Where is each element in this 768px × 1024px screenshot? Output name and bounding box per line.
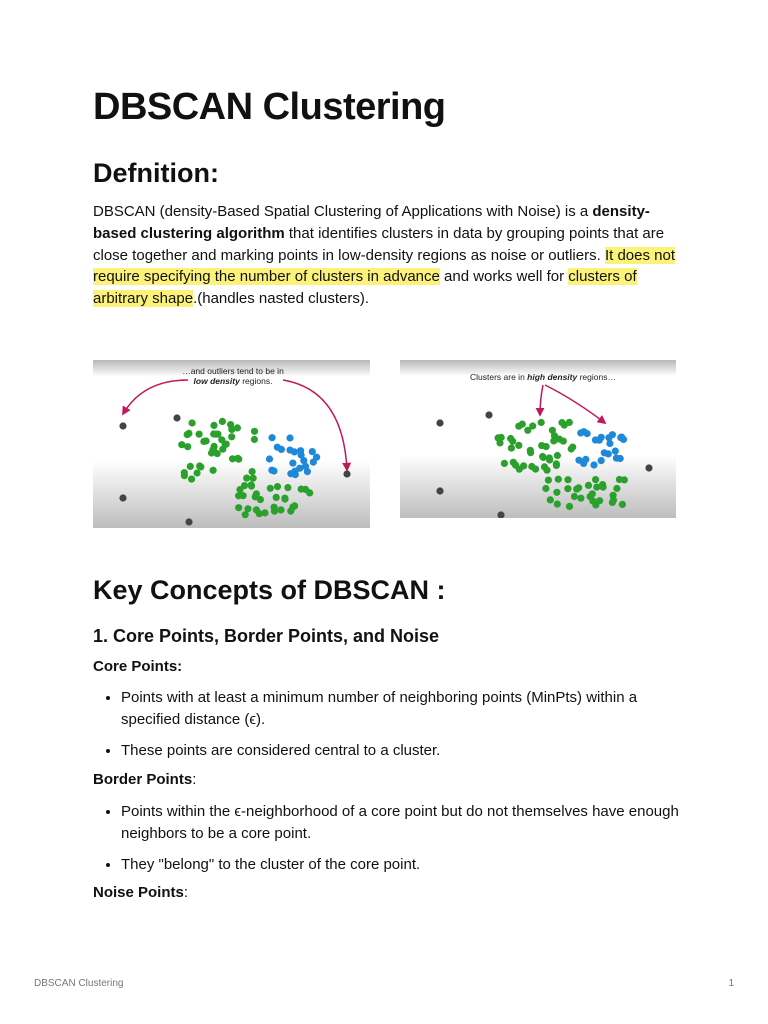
cluster-point bbox=[189, 419, 196, 426]
list-item: • They "belong" to the cluster of the core point. bbox=[121, 854, 681, 876]
cluster-point bbox=[593, 484, 600, 491]
cluster-point bbox=[210, 467, 217, 474]
cluster-point bbox=[582, 456, 589, 463]
cluster-point bbox=[253, 490, 260, 497]
key-concepts-heading: Key Concepts of DBSCAN : bbox=[93, 575, 446, 605]
cluster-point bbox=[210, 422, 217, 429]
cluster-point bbox=[270, 467, 277, 474]
cluster-point bbox=[585, 482, 592, 489]
cluster-point bbox=[612, 448, 619, 455]
highlight-2: clusters of arbitrary shape bbox=[93, 268, 637, 308]
cluster-point bbox=[553, 462, 560, 469]
cluster-point bbox=[286, 434, 293, 441]
cluster-point bbox=[287, 508, 294, 515]
cluster-point bbox=[554, 452, 561, 459]
cluster-point bbox=[297, 447, 304, 454]
cluster-point bbox=[273, 494, 280, 501]
cluster-point bbox=[284, 484, 291, 491]
cluster-point bbox=[291, 448, 298, 455]
core-points-label: Core Points: bbox=[93, 658, 183, 675]
cluster-point bbox=[509, 438, 516, 445]
cluster-point bbox=[598, 457, 605, 464]
page-title: DBSCAN Clustering bbox=[93, 86, 446, 128]
cluster-point bbox=[515, 442, 522, 449]
noise-point bbox=[119, 422, 126, 429]
cluster-point bbox=[619, 501, 626, 508]
page-number: 1 bbox=[728, 978, 734, 989]
caption-line2: low density regions. bbox=[193, 376, 273, 386]
noise-point bbox=[185, 518, 192, 525]
cluster-point bbox=[251, 436, 258, 443]
noise-point bbox=[173, 414, 180, 421]
high-density-illustration bbox=[400, 360, 676, 518]
cluster-point bbox=[542, 485, 549, 492]
cluster-point bbox=[554, 501, 561, 508]
border-points-label: Border Points: bbox=[93, 771, 197, 788]
cluster-point bbox=[529, 422, 536, 429]
cluster-point bbox=[547, 496, 554, 503]
figure-high-density bbox=[400, 360, 676, 518]
noise-points-label: Noise Points: bbox=[93, 884, 189, 901]
cluster-point bbox=[610, 492, 617, 499]
cluster-point bbox=[564, 485, 571, 492]
cluster-point bbox=[244, 505, 251, 512]
cluster-point bbox=[553, 489, 560, 496]
cluster-point bbox=[277, 506, 284, 513]
cluster-point bbox=[269, 434, 276, 441]
cluster-point bbox=[520, 462, 527, 469]
cluster-point bbox=[560, 438, 567, 445]
cluster-point bbox=[261, 509, 268, 516]
cluster-point bbox=[498, 434, 505, 441]
cluster-point bbox=[508, 445, 515, 452]
cluster-point bbox=[289, 460, 296, 467]
cluster-point bbox=[555, 476, 562, 483]
cluster-point bbox=[274, 444, 281, 451]
noise-point bbox=[343, 470, 350, 477]
cluster-point bbox=[188, 476, 195, 483]
cluster-point bbox=[617, 455, 624, 462]
cluster-point bbox=[228, 433, 235, 440]
cluster-point bbox=[592, 476, 599, 483]
cluster-point bbox=[609, 499, 616, 506]
cluster-point bbox=[219, 418, 226, 425]
noise-point bbox=[485, 411, 492, 418]
bold-term: density-based clustering algorithm bbox=[93, 203, 650, 242]
list-item: • These points are considered central to a cluster. bbox=[121, 740, 681, 762]
core-points-list bbox=[93, 687, 681, 770]
cluster-point bbox=[274, 483, 281, 490]
cluster-point bbox=[592, 436, 599, 443]
border-points-list bbox=[93, 801, 681, 884]
cluster-point bbox=[545, 477, 552, 484]
cluster-point bbox=[200, 438, 207, 445]
cluster-point bbox=[501, 460, 508, 467]
caption-high-density: Clusters are in high density regions… bbox=[470, 372, 616, 382]
cluster-point bbox=[302, 463, 309, 470]
cluster-point bbox=[569, 444, 576, 451]
cluster-point bbox=[589, 497, 596, 504]
cluster-point bbox=[564, 476, 571, 483]
cluster-point bbox=[538, 442, 545, 449]
cluster-point bbox=[596, 497, 603, 504]
cluster-point bbox=[538, 419, 545, 426]
highlight-1: It does not require specifying the number of clusters in advance bbox=[93, 246, 675, 286]
cluster-point bbox=[292, 471, 299, 478]
cluster-point bbox=[241, 482, 248, 489]
cluster-point bbox=[600, 484, 607, 491]
definition-paragraph: DBSCAN (density-Based Spatial Clustering of Applications with Noise) is a density-based clustering algorithm that identifies clusters in data by grouping points that are close together and marking points in low-density regions as noise or outliers. It does not require specifying the number of clusters in advance and works well for clusters of arbitrary shape.(handles nasted clusters). bbox=[93, 203, 675, 308]
cluster-point bbox=[616, 476, 623, 483]
subheading-core-border-noise: 1. Core Points, Border Points, and Noise bbox=[93, 626, 440, 646]
figure-low-density bbox=[93, 360, 370, 528]
cluster-point bbox=[249, 468, 256, 475]
cluster-point bbox=[211, 443, 218, 450]
cluster-point bbox=[546, 454, 553, 461]
cluster-point bbox=[589, 490, 596, 497]
cluster-point bbox=[527, 447, 534, 454]
list-item: • Points with at least a minimum number of neighboring points (MinPts) within a specified distance (ϵ). bbox=[121, 687, 681, 731]
cluster-point bbox=[573, 486, 580, 493]
cluster-point bbox=[187, 463, 194, 470]
noise-point bbox=[119, 494, 126, 501]
cluster-point bbox=[212, 431, 219, 438]
noise-point bbox=[436, 419, 443, 426]
cluster-point bbox=[566, 503, 573, 510]
cluster-point bbox=[181, 472, 188, 479]
cluster-point bbox=[549, 427, 556, 434]
cluster-point bbox=[266, 455, 273, 462]
cluster-point bbox=[577, 495, 584, 502]
cluster-point bbox=[271, 504, 278, 511]
cluster-point bbox=[575, 457, 582, 464]
cluster-point bbox=[298, 486, 305, 493]
cluster-point bbox=[243, 475, 250, 482]
cluster-point bbox=[590, 461, 597, 468]
cluster-point bbox=[235, 504, 242, 511]
cluster-point bbox=[250, 475, 257, 482]
cluster-point bbox=[571, 493, 578, 500]
cluster-point bbox=[584, 430, 591, 437]
cluster-point bbox=[253, 506, 260, 513]
cluster-point bbox=[281, 496, 288, 503]
cluster-point bbox=[248, 481, 255, 488]
cluster-point bbox=[234, 424, 241, 431]
noise-point bbox=[436, 487, 443, 494]
cluster-point bbox=[251, 428, 258, 435]
cluster-point bbox=[223, 441, 230, 448]
caption-line1: …and outliers tend to be in bbox=[182, 366, 284, 376]
cluster-point bbox=[528, 463, 535, 470]
cluster-point bbox=[234, 455, 241, 462]
cluster-point bbox=[566, 419, 573, 426]
cluster-point bbox=[240, 492, 247, 499]
cluster-point bbox=[541, 463, 548, 470]
cluster-point bbox=[196, 431, 203, 438]
cluster-point bbox=[185, 430, 192, 437]
cluster-point bbox=[196, 462, 203, 469]
cluster-point bbox=[620, 436, 627, 443]
cluster-point bbox=[313, 454, 320, 461]
footer-title: DBSCAN Clustering bbox=[34, 978, 124, 989]
cluster-point bbox=[609, 431, 616, 438]
low-density-illustration bbox=[93, 360, 370, 528]
cluster-point bbox=[613, 485, 620, 492]
definition-heading: Defnition: bbox=[93, 158, 219, 188]
cluster-point bbox=[194, 469, 201, 476]
cluster-point bbox=[519, 421, 526, 428]
cluster-point bbox=[601, 449, 608, 456]
noise-point bbox=[645, 464, 652, 471]
cluster-point bbox=[267, 485, 274, 492]
cluster-point bbox=[178, 441, 185, 448]
list-item: • Points within the ϵ-neighborhood of a core point but do not themselves have enough neighbors to be a core point. bbox=[121, 801, 681, 845]
